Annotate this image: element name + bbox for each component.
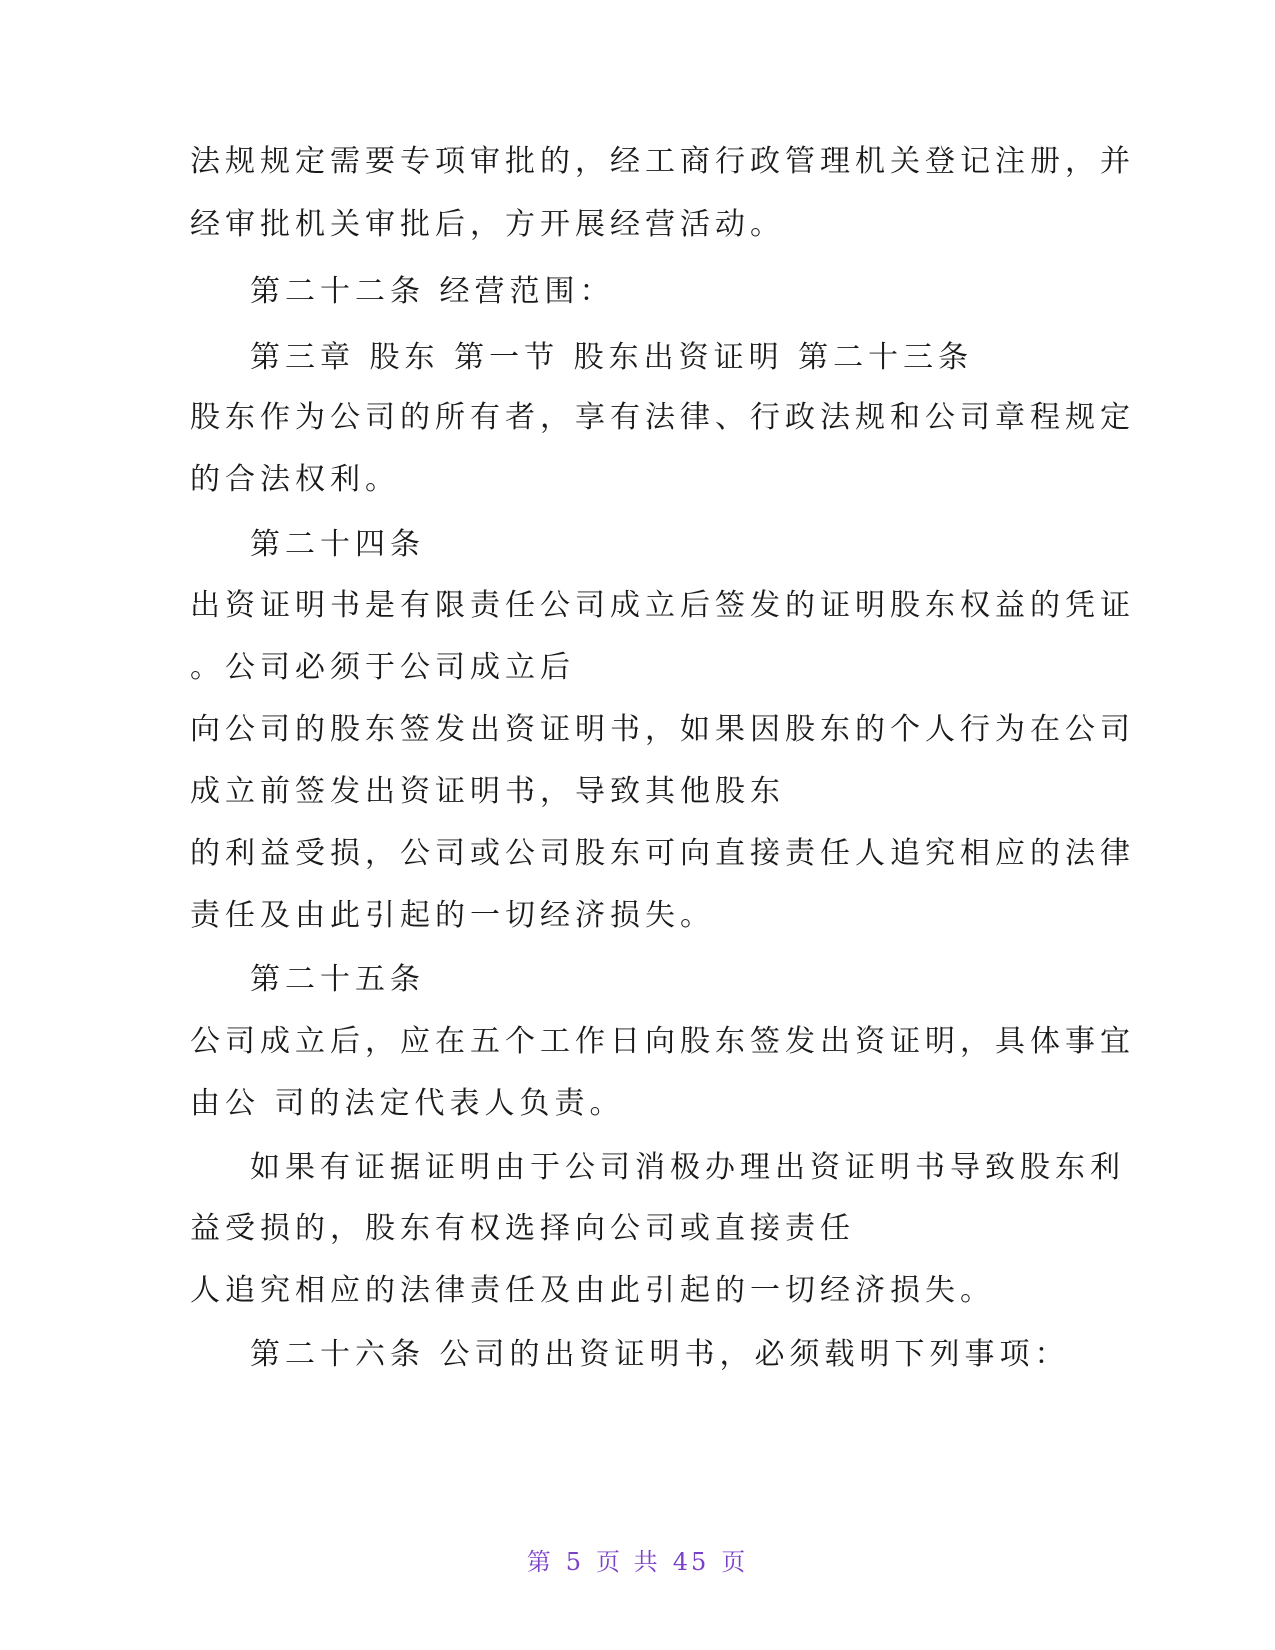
text-line: 公司成立后，应在五个工作日向股东签发出资证明，具体事宜: [190, 1024, 1135, 1059]
footer-total-pages: 45: [672, 1548, 710, 1576]
text-line: 的利益受损，公司或公司股东可向直接责任人追究相应的法律: [190, 836, 1135, 871]
text-line: 的合法权利。: [190, 462, 400, 497]
page-footer: [0, 1542, 1275, 1577]
footer-prefix: 第: [526, 1548, 554, 1576]
article-heading: 第二十六条 公司的出资证明书，必须载明下列事项：: [250, 1337, 1070, 1372]
text-line: 益受损的，股东有权选择向公司或直接责任: [190, 1211, 855, 1246]
text-line: 向公司的股东签发出资证明书，如果因股东的个人行为在公司: [190, 712, 1135, 747]
article-heading: 第二十五条: [250, 962, 425, 997]
footer-page-number: 5: [565, 1548, 585, 1576]
text-line: 经审批机关审批后，方开展经营活动。: [190, 207, 785, 242]
article-heading: 第二十四条: [250, 527, 425, 562]
paragraph-start: 如果有证据证明由于公司消极办理出资证明书导致股东利: [250, 1150, 1125, 1185]
text-line: 。公司必须于公司成立后: [190, 650, 575, 685]
footer-suffix: 页: [721, 1548, 749, 1576]
text-line: 法规规定需要专项审批的，经工商行政管理机关登记注册，并: [190, 144, 1135, 179]
article-heading: 第二十二条 经营范围：: [250, 274, 615, 309]
footer-middle: 页 共: [596, 1548, 661, 1576]
text-line: 股东作为公司的所有者，享有法律、行政法规和公司章程规定: [190, 400, 1135, 435]
text-line: 出资证明书是有限责任公司成立后签发的证明股东权益的凭证: [190, 588, 1135, 623]
text-line: 人追究相应的法律责任及由此引起的一切经济损失。: [190, 1273, 995, 1308]
text-line: 由公 司的法定代表人负责。: [190, 1086, 625, 1121]
text-line: 责任及由此引起的一切经济损失。: [190, 898, 715, 933]
chapter-heading: 第三章 股东 第一节 股东出资证明 第二十三条: [250, 340, 974, 375]
text-line: 成立前签发出资证明书，导致其他股东: [190, 774, 785, 809]
